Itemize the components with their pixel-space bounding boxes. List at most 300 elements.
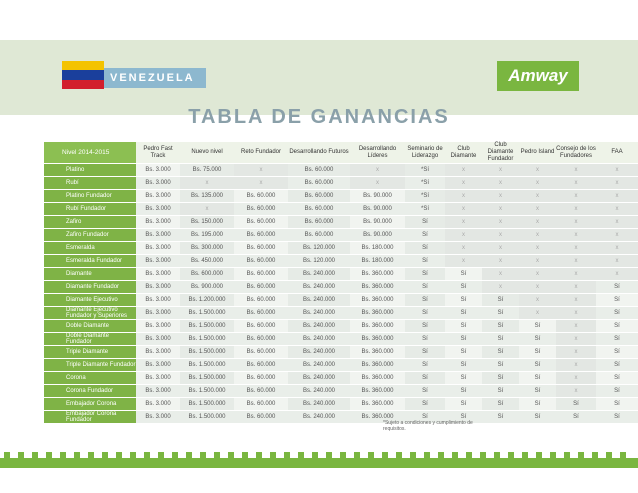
table-cell: x: [519, 203, 556, 215]
table-cell: Bs. 60.000: [234, 320, 288, 332]
table-row: [44, 372, 638, 384]
grass-blade: [46, 452, 52, 460]
table-cell: Sí: [405, 294, 445, 306]
table-row: [44, 333, 638, 345]
table-cell: Bs. 90.000: [350, 203, 405, 215]
grass-blade: [522, 452, 528, 460]
table-cell: Bs. 60.000: [288, 203, 350, 215]
table-cell: Sí: [445, 281, 482, 293]
table-cell: Bs. 360.000: [350, 372, 405, 384]
table-cell: x: [519, 294, 556, 306]
amway-logo: Amway: [497, 61, 579, 91]
table-cell: x: [482, 255, 519, 267]
table-cell: Bs. 1.500.000: [180, 333, 234, 345]
table-cell: Sí: [405, 216, 445, 228]
table-cell: Sí: [482, 294, 519, 306]
table-cell: Bs. 1.500.000: [180, 359, 234, 371]
grass-blade: [214, 452, 220, 460]
table-cell: x: [482, 216, 519, 228]
table-cell: Bs. 3.000: [136, 255, 180, 267]
table-cell: Bs. 360.000: [350, 346, 405, 358]
column-header: Pedro Island: [519, 142, 556, 163]
table-cell: Sí: [445, 333, 482, 345]
table-cell: x: [445, 216, 482, 228]
table-cell: Sí: [482, 320, 519, 332]
table-cell: x: [519, 164, 556, 176]
table-cell: Bs. 180.000: [350, 242, 405, 254]
grass-blade: [74, 452, 80, 460]
table-cell: Bs. 240.000: [288, 372, 350, 384]
column-header: Nuevo nivel: [180, 142, 234, 163]
earnings-table: [44, 141, 638, 424]
grass-blade: [116, 452, 122, 460]
table-cell: Sí: [596, 359, 638, 371]
table-cell: x: [556, 229, 596, 241]
table-cell: Sí: [482, 333, 519, 345]
level-name: [44, 294, 136, 306]
table-cell: Bs. 240.000: [288, 359, 350, 371]
table-cell: x: [234, 177, 288, 189]
grass-blade: [200, 452, 206, 460]
table-cell: Bs. 3.000: [136, 333, 180, 345]
table-cell: Sí: [405, 255, 445, 267]
page-title: TABLA DE GANANCIAS: [188, 106, 450, 128]
level-name: [44, 385, 136, 397]
level-name: [44, 398, 136, 410]
table-cell: x: [519, 216, 556, 228]
table-cell: *Sí: [405, 203, 445, 215]
table-row: [44, 294, 638, 306]
table-cell: Sí: [482, 372, 519, 384]
table-cell: x: [350, 164, 405, 176]
table-cell: Bs. 1.200.000: [180, 294, 234, 306]
table-cell: Bs. 3.000: [136, 229, 180, 241]
grass-blade: [186, 452, 192, 460]
table-cell: Bs. 60.000: [234, 346, 288, 358]
level-name: [44, 411, 136, 423]
table-cell: Bs. 60.000: [234, 242, 288, 254]
table-cell: x: [482, 190, 519, 202]
grass-blade: [228, 452, 234, 460]
column-header: Desarrollando Líderes: [350, 142, 405, 163]
table-cell: x: [482, 177, 519, 189]
level-label: Triple Diamante Fundador: [66, 362, 136, 368]
table-cell: Bs. 60.000: [234, 372, 288, 384]
table-cell: Bs. 1.500.000: [180, 385, 234, 397]
table-cell: Bs. 60.000: [234, 398, 288, 410]
table-cell: x: [556, 177, 596, 189]
level-name: [44, 203, 136, 215]
table-row: [44, 346, 638, 358]
grass-blade: [88, 452, 94, 460]
grass-blade: [508, 452, 514, 460]
level-name: [44, 372, 136, 384]
table-cell: x: [180, 177, 234, 189]
table-cell: Sí: [445, 359, 482, 371]
table-cell: Bs. 240.000: [288, 398, 350, 410]
table-cell: Sí: [405, 242, 445, 254]
table-cell: Bs. 60.000: [234, 294, 288, 306]
table-row: [44, 307, 638, 319]
level-label: Corona Fundador: [66, 388, 114, 394]
grass-blade: [4, 452, 10, 460]
table-cell: Sí: [445, 320, 482, 332]
grass-blade: [620, 452, 626, 460]
table-cell: Sí: [519, 346, 556, 358]
footnote: *Sujeto a condiciones y cumplimiento de requisitos.: [383, 420, 473, 432]
table-cell: Bs. 60.000: [234, 229, 288, 241]
table-cell: Bs. 360.000: [350, 398, 405, 410]
table-cell: Sí: [596, 411, 638, 423]
table-cell: x: [482, 164, 519, 176]
grass-blade: [256, 452, 262, 460]
table-cell: Sí: [405, 307, 445, 319]
table-cell: Sí: [519, 333, 556, 345]
table-cell: x: [482, 203, 519, 215]
table-cell: Sí: [596, 281, 638, 293]
table-row: [44, 281, 638, 293]
level-name: [44, 242, 136, 254]
level-name: [44, 268, 136, 280]
level-label: Rubí: [66, 180, 79, 186]
grass-blade: [382, 452, 388, 460]
grass-blade: [396, 452, 402, 460]
column-header: Club Diamante Fundador: [482, 142, 519, 163]
grass-blade: [32, 452, 38, 460]
table-cell: x: [519, 307, 556, 319]
table-cell: x: [556, 372, 596, 384]
column-header: Desarrollando Futuros: [288, 142, 350, 163]
table-cell: Bs. 60.000: [234, 307, 288, 319]
table-cell: Sí: [519, 359, 556, 371]
grass-blade: [60, 452, 66, 460]
table-cell: x: [596, 164, 638, 176]
table-cell: x: [482, 242, 519, 254]
table-cell: Sí: [405, 359, 445, 371]
grass-blade: [130, 452, 136, 460]
table-cell: Bs. 60.000: [234, 385, 288, 397]
column-header: Club Diamante: [445, 142, 482, 163]
table-cell: Bs. 60.000: [288, 229, 350, 241]
table-cell: Sí: [596, 385, 638, 397]
table-cell: x: [556, 268, 596, 280]
grass-blade: [158, 452, 164, 460]
level-label: Embajador Corona: [66, 401, 117, 407]
table-cell: Bs. 1.500.000: [180, 398, 234, 410]
level-label: Platino: [66, 167, 85, 173]
level-label: Rubí Fundador: [66, 206, 107, 212]
table-cell: Sí: [596, 320, 638, 332]
level-label: Doble Diamante Fundador: [66, 333, 110, 345]
grass-blade: [438, 452, 444, 460]
table-cell: Bs. 3.000: [136, 294, 180, 306]
table-cell: Bs. 3.000: [136, 346, 180, 358]
column-header: Consejo de los Fundadores: [556, 142, 596, 163]
table-cell: Bs. 1.500.000: [180, 346, 234, 358]
grass-blade: [536, 452, 542, 460]
table-cell: x: [556, 216, 596, 228]
table-cell: x: [445, 255, 482, 267]
table-cell: x: [519, 229, 556, 241]
table-cell: Bs. 60.000: [288, 177, 350, 189]
table-cell: Bs. 3.000: [136, 177, 180, 189]
level-name: [44, 359, 136, 371]
table-cell: Bs. 60.000: [234, 190, 288, 202]
table-cell: x: [596, 255, 638, 267]
table-cell: Bs. 75.000: [180, 164, 234, 176]
table-cell: Bs. 90.000: [350, 229, 405, 241]
table-cell: Bs. 60.000: [288, 164, 350, 176]
table-cell: x: [519, 281, 556, 293]
table-cell: Bs. 240.000: [288, 294, 350, 306]
table-cell: Bs. 240.000: [288, 281, 350, 293]
table-cell: Bs. 120.000: [288, 255, 350, 267]
table-cell: Bs. 3.000: [136, 385, 180, 397]
table-cell: x: [556, 385, 596, 397]
table-cell: x: [482, 229, 519, 241]
table-cell: Sí: [405, 229, 445, 241]
level-label: Diamante Ejecutivo: [66, 297, 118, 303]
level-label: Embajador Corona Fundador: [66, 411, 117, 423]
table-cell: x: [556, 203, 596, 215]
table-cell: Sí: [405, 411, 445, 423]
table-cell: Bs. 3.000: [136, 216, 180, 228]
level-label: Diamante Ejecutivo Fundador y Superiores: [66, 307, 128, 319]
table-cell: Bs. 1.500.000: [180, 411, 234, 423]
table-cell: Sí: [482, 411, 519, 423]
table-cell: Sí: [445, 307, 482, 319]
level-label: Corona: [66, 375, 86, 381]
table-cell: x: [519, 190, 556, 202]
table-cell: Bs. 360.000: [350, 307, 405, 319]
table-cell: Bs. 3.000: [136, 411, 180, 423]
table-cell: Bs. 360.000: [350, 411, 405, 423]
column-header: Pedro Fast Track: [136, 142, 180, 163]
level-label: Diamante: [66, 271, 92, 277]
table-cell: Bs. 240.000: [288, 346, 350, 358]
table-row: [44, 320, 638, 332]
table-cell: Bs. 60.000: [288, 190, 350, 202]
table-cell: Bs. 3.000: [136, 203, 180, 215]
table-cell: Sí: [556, 411, 596, 423]
grass-blade: [284, 452, 290, 460]
table-row: [44, 190, 638, 202]
table-cell: Bs. 360.000: [350, 281, 405, 293]
level-name: [44, 229, 136, 241]
table-cell: x: [519, 268, 556, 280]
grass-blade: [312, 452, 318, 460]
level-name: [44, 177, 136, 189]
grass-blade: [578, 452, 584, 460]
level-label: Esmeralda Fundador: [66, 258, 123, 264]
level-label: Esmeralda: [66, 245, 95, 251]
table-cell: x: [596, 190, 638, 202]
table-cell: Bs. 360.000: [350, 359, 405, 371]
grass-blade: [18, 452, 24, 460]
table-cell: Bs. 135.000: [180, 190, 234, 202]
grass-blade: [564, 452, 570, 460]
table-cell: Sí: [519, 385, 556, 397]
table-cell: Bs. 60.000: [234, 359, 288, 371]
column-header: FAA: [596, 142, 638, 163]
table-cell: x: [482, 281, 519, 293]
table-cell: Bs. 360.000: [350, 294, 405, 306]
table-cell: x: [445, 242, 482, 254]
table-cell: Sí: [596, 307, 638, 319]
table-row: [44, 411, 638, 423]
grass-blade: [298, 452, 304, 460]
grass-blade: [102, 452, 108, 460]
grass-blade: [466, 452, 472, 460]
table-cell: x: [596, 229, 638, 241]
table-cell: Bs. 3.000: [136, 320, 180, 332]
table-cell: Sí: [405, 320, 445, 332]
table-row: [44, 216, 638, 228]
table-cell: Sí: [405, 333, 445, 345]
grass-blade: [494, 452, 500, 460]
level-name: [44, 333, 136, 345]
table-cell: x: [556, 190, 596, 202]
table-cell: Bs. 360.000: [350, 320, 405, 332]
table-body: [44, 164, 638, 423]
table-cell: Sí: [596, 398, 638, 410]
table-cell: Sí: [596, 346, 638, 358]
table-cell: Bs. 60.000: [234, 411, 288, 423]
table-cell: Sí: [405, 268, 445, 280]
table-cell: x: [519, 242, 556, 254]
grass-blade: [606, 452, 612, 460]
table-cell: Bs. 60.000: [234, 333, 288, 345]
grass-blade: [368, 452, 374, 460]
table-cell: Bs. 3.000: [136, 281, 180, 293]
table-cell: Bs. 60.000: [234, 203, 288, 215]
level-name: [44, 216, 136, 228]
table-cell: Sí: [405, 346, 445, 358]
level-label: Triple Diamante: [66, 349, 109, 355]
column-header: Seminario de Liderazgo: [405, 142, 445, 163]
level-label: Zafiro Fundador: [66, 232, 109, 238]
table-cell: x: [234, 164, 288, 176]
table-cell: Bs. 3.000: [136, 190, 180, 202]
column-header-level: Nivel 2014-2015: [44, 142, 136, 163]
table-cell: Bs. 1.500.000: [180, 320, 234, 332]
table-cell: Sí: [519, 320, 556, 332]
level-label: Doble Diamante: [66, 323, 110, 329]
table-cell: Sí: [482, 307, 519, 319]
grass-decoration: [0, 458, 638, 468]
table-row: [44, 229, 638, 241]
table-cell: x: [556, 307, 596, 319]
table-cell: x: [596, 242, 638, 254]
grass-blade: [480, 452, 486, 460]
table-cell: Sí: [519, 411, 556, 423]
table-cell: Bs. 180.000: [350, 255, 405, 267]
table-cell: Sí: [445, 268, 482, 280]
table-cell: Bs. 240.000: [288, 385, 350, 397]
table-cell: x: [596, 216, 638, 228]
table-cell: x: [519, 177, 556, 189]
table-cell: Bs. 900.000: [180, 281, 234, 293]
table-cell: Bs. 450.000: [180, 255, 234, 267]
table-cell: Bs. 360.000: [350, 385, 405, 397]
table-row: [44, 359, 638, 371]
level-name: [44, 320, 136, 332]
table-cell: Sí: [519, 372, 556, 384]
table-cell: Bs. 3.000: [136, 164, 180, 176]
table-cell: Sí: [482, 359, 519, 371]
table-row: [44, 177, 638, 189]
table-row: [44, 398, 638, 410]
table-row: [44, 164, 638, 176]
table-cell: x: [180, 203, 234, 215]
table-cell: *Sí: [405, 177, 445, 189]
table-row: [44, 268, 638, 280]
table-cell: Bs. 60.000: [234, 216, 288, 228]
table-cell: Sí: [445, 372, 482, 384]
grass-blade: [326, 452, 332, 460]
table-cell: Sí: [445, 398, 482, 410]
venezuela-flag-icon: [62, 61, 104, 89]
level-name: [44, 346, 136, 358]
table-row: [44, 242, 638, 254]
grass-blade: [340, 452, 346, 460]
table-cell: Bs. 195.000: [180, 229, 234, 241]
level-label: Diamante Fundador: [66, 284, 120, 290]
table-cell: Bs. 90.000: [350, 216, 405, 228]
table-cell: x: [556, 333, 596, 345]
level-name: [44, 281, 136, 293]
table-cell: Sí: [405, 385, 445, 397]
level-name: [44, 190, 136, 202]
grass-blade: [242, 452, 248, 460]
table-cell: x: [482, 268, 519, 280]
table-cell: Bs. 3.000: [136, 242, 180, 254]
level-label: Zafiro: [66, 219, 82, 225]
level-name: [44, 164, 136, 176]
grass-blade: [354, 452, 360, 460]
level-name: [44, 255, 136, 267]
grass-blade: [550, 452, 556, 460]
table-cell: Sí: [445, 294, 482, 306]
table-cell: x: [556, 359, 596, 371]
table-cell: x: [556, 164, 596, 176]
table-cell: Bs. 360.000: [350, 268, 405, 280]
table-cell: Bs. 120.000: [288, 242, 350, 254]
table-cell: Sí: [519, 398, 556, 410]
table-cell: Bs. 90.000: [350, 190, 405, 202]
table-cell: x: [445, 203, 482, 215]
grass-blade: [144, 452, 150, 460]
level-name: [44, 307, 136, 319]
table-cell: x: [556, 281, 596, 293]
table-cell: Bs. 60.000: [234, 268, 288, 280]
table-cell: Sí: [445, 346, 482, 358]
table-cell: Bs. 240.000: [288, 268, 350, 280]
table-cell: Sí: [405, 372, 445, 384]
table-row: [44, 385, 638, 397]
grass-blade: [424, 452, 430, 460]
table-header-row: [44, 142, 638, 163]
table-cell: x: [445, 177, 482, 189]
table-cell: Sí: [482, 385, 519, 397]
table-cell: Bs. 60.000: [234, 281, 288, 293]
table-cell: x: [596, 177, 638, 189]
grass-blade: [410, 452, 416, 460]
table-cell: Sí: [405, 281, 445, 293]
table-cell: x: [445, 190, 482, 202]
table-cell: x: [445, 164, 482, 176]
table-cell: Bs. 300.000: [180, 242, 234, 254]
